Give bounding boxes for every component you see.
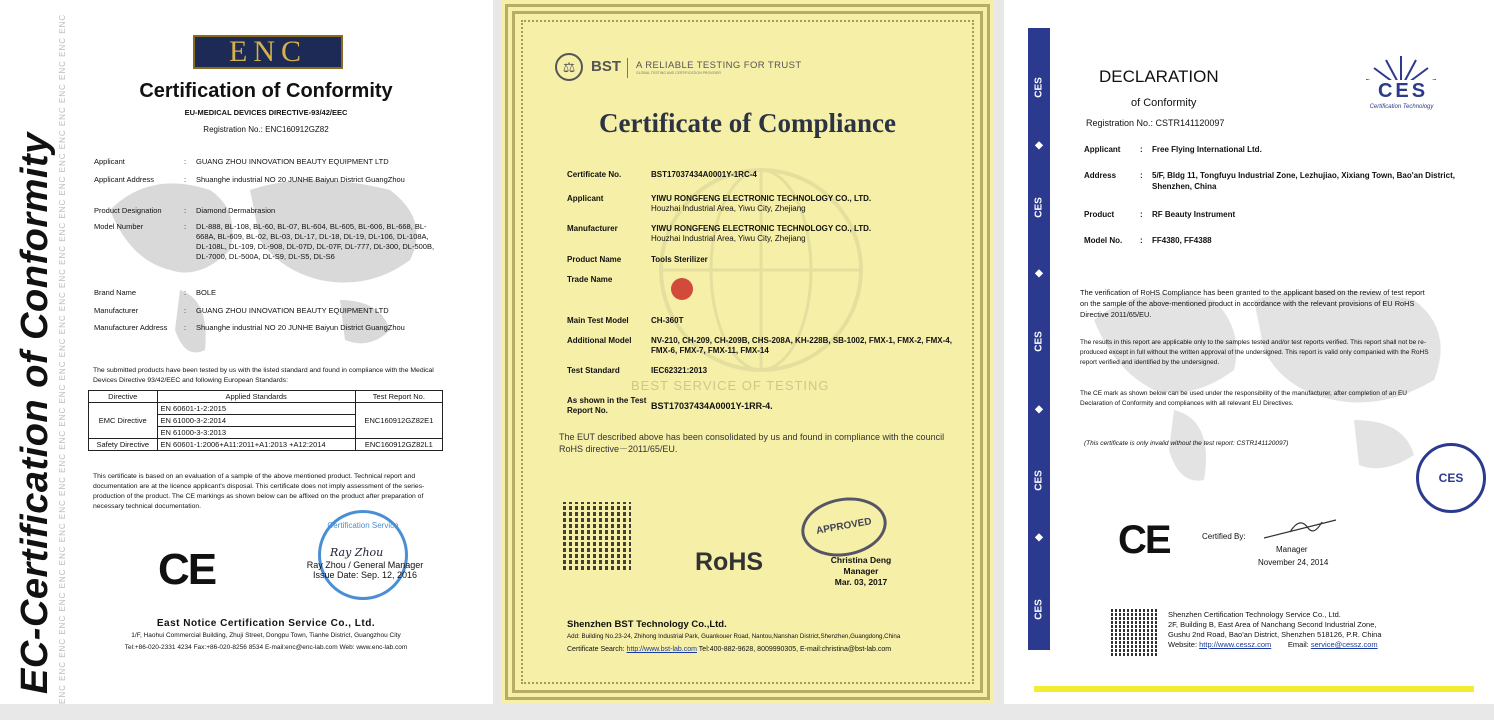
field-main-test-model: Main Test Model CH-360T [567, 316, 684, 325]
bst-logo: BST [591, 58, 621, 75]
certificate-title: Certification of Conformity [139, 80, 393, 102]
watermark-text: BEST SERVICE OF TESTING [631, 378, 830, 393]
signer-block [811, 555, 911, 588]
issuer-contact: Tel:+86-020-2331 4234 Fax:+86-020-8256 8534 E-mail:enc@enc-lab.com Web: www.enc-lab.com [124, 644, 408, 651]
side-bar-label: CES [1033, 599, 1045, 620]
registration-number: Registration No.: CSTR141120097 [1086, 118, 1225, 128]
certification-stamp: Certification Service [318, 510, 408, 600]
website-link[interactable]: http://www.cessz.com [1199, 640, 1272, 649]
diamond-icon: ◆ [1035, 404, 1043, 415]
ces-logo-text: CES [1358, 80, 1448, 103]
side-bar-label: CES [1033, 77, 1045, 98]
table-cell: EMC Directive [89, 403, 158, 439]
table-header-row [89, 391, 443, 403]
ce-mark-paragraph: The CE mark as shown below can be used under the responsibility of the manufacturer, after completion of an EU Declaration of Conformity and compliances with all relevant EU Directives. [1080, 390, 1407, 407]
validity-note: (This certificate is only invalid without the test report: CSTR141120097) [1084, 440, 1289, 447]
issuer-address-line: Gushu 2nd Road, Bao'an District, Shenzhen 518126, P.R. China [1168, 630, 1382, 639]
table-row [89, 403, 443, 415]
table-cell: ENC160912GZ82E1 [355, 403, 442, 439]
signer-title: Manager [843, 566, 879, 576]
certificate-bst [501, 0, 994, 704]
declaration-subtitle: of Conformity [1131, 97, 1197, 109]
certificate-title: Certificate of Compliance [599, 108, 896, 138]
field-applicant: Applicant : GUANG ZHOU INNOVATION BEAUTY EQUIPMENT LTD [94, 157, 389, 166]
signature: Ray Zhou [330, 546, 384, 559]
field-test-standard: Test Standard IEC62321:2013 [567, 366, 708, 375]
table-cell: EN 61000-3-3:2013 [157, 427, 355, 439]
validity-paragraph: The results in this report are applicable only to the samples tested and/or test reports verified. This report shall not be re-produced except in full without the written approval of the undersigned. This report is valid only companied with the RoHS report verified and identified by the undersigned. [1080, 339, 1429, 366]
certificate-search: Certificate Search: http://www.bst-lab.com Tel:400-882-9628, 8009990305, E-mail:christina@bst-lab.com [567, 646, 892, 653]
issue-date: November 24, 2014 [1258, 558, 1329, 567]
ces-seal: CES [1416, 443, 1486, 513]
issuer-address-line: 2F, Building B, East Area of Nanchang Second Industrial Zone, [1168, 620, 1377, 629]
directive-subtitle: EU-MEDICAL DEVICES DIRECTIVE-93/42/EEC [184, 108, 348, 117]
email-link[interactable]: service@cessz.com [1310, 640, 1378, 649]
tagline-sub: GLOBAL TESTING AND CERTIFICATION PROVIDER [636, 71, 721, 75]
compliance-statement: The EUT described above has been consolidated by us and found in compliance with the council RoHS directive－2011/65/EU. [559, 432, 945, 454]
issuer-block [1168, 610, 1382, 650]
bottom-stripe [1034, 686, 1474, 692]
table-row [89, 439, 443, 451]
diamond-icon: ◆ [1035, 268, 1043, 279]
field-model-number: Model Number : DL-888, BL-108, BL-60, BL-07, BL-604, BL-605, BL-606, BL-668, BL-668A, BL-609, BL-02, BL-03, DL-17, DL-18, DL-19, DL-106, DL-108A, DL-108L, DL-109, DL-908, DL-07D, DL-07F, DL-777, DL-300, DL-500B, DL-7000, DL-500A, DL-S9, DL-S5, DL-S6 [94, 222, 435, 261]
approved-stamp: APPROVED [797, 491, 892, 563]
diamond-icon: ◆ [1035, 140, 1043, 151]
table-header: Directive [89, 391, 158, 403]
diamond-icon: ◆ [1035, 532, 1043, 543]
field-applicant: Applicant YIWU RONGFENG ELECTRONIC TECHNOLOGY CO., LTD. Houzhai Industrial Area, Yiwu City, Zhejiang [567, 194, 872, 213]
certificate-notice: This certificate is based on an evaluation of a sample of the above mentioned product. Technical report and documentation are at the licence applicant's disposal. This certificate does not imply assessment of the series-production of the product. The CE markings as shown below can be affixed on the product after preparation of necessary technical documentation. [93, 473, 425, 510]
side-bar-label: CES [1033, 197, 1045, 218]
signer-name: Ray Zhou / General Manager [306, 560, 424, 570]
field-manufacturer: Manufacturer : GUANG ZHOU INNOVATION BEAUTY EQUIPMENT LTD [94, 306, 389, 315]
ce-mark: CE [1118, 518, 1170, 562]
field-brand-name: Brand Name : BOLE [94, 288, 217, 297]
registration-number: Registration No.: ENC160912GZ82 [203, 125, 329, 134]
certified-by-label: Certified By: [1202, 532, 1246, 541]
issue-date: Issue Date: Sep. 12, 2016 [312, 570, 418, 580]
compliance-statement: The submitted products have been tested by us with the listed standard and found in compliance with the Medical Devices Directive 93/42/EEC and following European Standards: [93, 367, 434, 384]
table-cell: EN 60601-1-2:2015 [157, 403, 355, 415]
table-cell: ENC160912GZ82L1 [355, 439, 442, 451]
field-test-report-no: As shown in the Test Report No. BST17037434A0001Y-1RR-4. [567, 396, 773, 415]
table-header: Applied Standards [157, 391, 355, 403]
rohs-mark: RoHS [695, 548, 764, 576]
trade-logo-icon [671, 278, 693, 300]
side-bar-label: CES [1033, 470, 1045, 491]
field-address: Address : 5/F, Bldg 11, Tongfuyu Industrial Zone, Lezhujiao, Xixiang Town, Bao'an District, Shenzhen, China [1084, 171, 1455, 191]
field-trade-name: Trade Name [567, 275, 613, 284]
issuer-name: Shenzhen Certification Technology Service Co., Ltd. [1168, 610, 1341, 619]
ce-mark: CE [158, 545, 216, 594]
field-manufacturer-address: Manufacturer Address : Shuanghe industrial NO 20 JUNHE Baiyun District GuangZhou [94, 323, 405, 332]
field-model-no: Model No. : FF4380, FF4388 [1084, 236, 1212, 245]
certificate-enc [0, 0, 493, 704]
ces-logo [1344, 52, 1459, 114]
standards-table [88, 390, 443, 451]
declaration-title: DECLARATION [1099, 67, 1219, 86]
field-additional-model: Additional Model NV-210, CH-209, CH-209B, CHS-208A, KH-228B, SB-1002, FMX-1, FMX-2, FMX-4, FMX-6, FMX-7, FMX-11, FMX-14 [567, 336, 952, 355]
table-header: Test Report No. [355, 391, 442, 403]
issuer-address: Add: Building No.23-24, Zhihong Industrial Park, Guankouer Road, Nantou,Nanshan District,Shenzhen,Guangdong,China [567, 633, 901, 640]
field-manufacturer: Manufacturer YIWU RONGFENG ELECTRONIC TECHNOLOGY CO., LTD. Houzhai Industrial Area, Yiwu City, Zhejiang [567, 224, 872, 243]
tagline: A RELIABLE TESTING FOR TRUST [636, 60, 802, 71]
signer-block [300, 560, 430, 580]
search-link[interactable]: http://www.bst-lab.com [626, 646, 697, 653]
table-cell: Safety Directive [89, 439, 158, 451]
issuer-name: East Notice Certification Service Co., Ltd. [156, 618, 376, 629]
scale-icon: ⚖ [555, 53, 583, 81]
side-watermark-strip: ENC ENC ENC ENC ENC ENC ENC ENC ENC ENC ENC ENC ENC ENC ENC ENC ENC ENC ENC ENC ENC ENC ENC ENC ENC ENC ENC ENC ENC ENC [58, 13, 67, 704]
issuer-name: Shenzhen BST Technology Co.,Ltd. [567, 619, 727, 630]
signer-title: Manager [1276, 545, 1308, 554]
signature-icon [1260, 512, 1340, 542]
issuer-address: 1/F, Haohui Commercial Building, Zhuji Street, Dongpu Town, Tianhe District, Guangzhou City [131, 632, 401, 639]
side-title: EC-Certification of Conformity [14, 132, 56, 694]
field-applicant-address: Applicant Address : Shuanghe industrial NO 20 JUNHE Baiyun District GuangZhou [94, 175, 405, 184]
field-applicant: Applicant : Free Flying International Ltd. [1084, 145, 1262, 154]
certificate-ces [1004, 0, 1494, 704]
logo-divider [627, 58, 628, 78]
field-product: Product : RF Beauty Instrument [1084, 210, 1236, 219]
field-product-name: Product Name Tools Sterilizer [567, 255, 708, 264]
ces-logo-sub: Certification Technology [1369, 104, 1434, 110]
table-cell: EN 60601-1:2006+A11:2011+A1:2013 +A12:2014 [157, 439, 355, 451]
issue-date: Mar. 03, 2017 [834, 577, 888, 587]
field-certificate-no: Certificate No. BST17037434A0001Y-1RC-4 [567, 170, 757, 179]
field-product-designation: Product Designation : Diamond Dermabrasion [94, 206, 276, 215]
side-bar-label: CES [1033, 331, 1045, 352]
issuer-contact: Website: http://www.cessz.com Email: service@cessz.com [1168, 640, 1378, 649]
signer-name: Christina Deng [830, 555, 892, 565]
enc-logo: ENC [193, 35, 343, 69]
table-cell: EN 61000-3-2:2014 [157, 415, 355, 427]
verification-paragraph: The verification of RoHS Compliance has been granted to the applicant based on the review of test report on the sample of the above-mentioned product in accordance with the relevant provisions of EU RoHS Directive 2011/65/EU. [1080, 288, 1425, 319]
